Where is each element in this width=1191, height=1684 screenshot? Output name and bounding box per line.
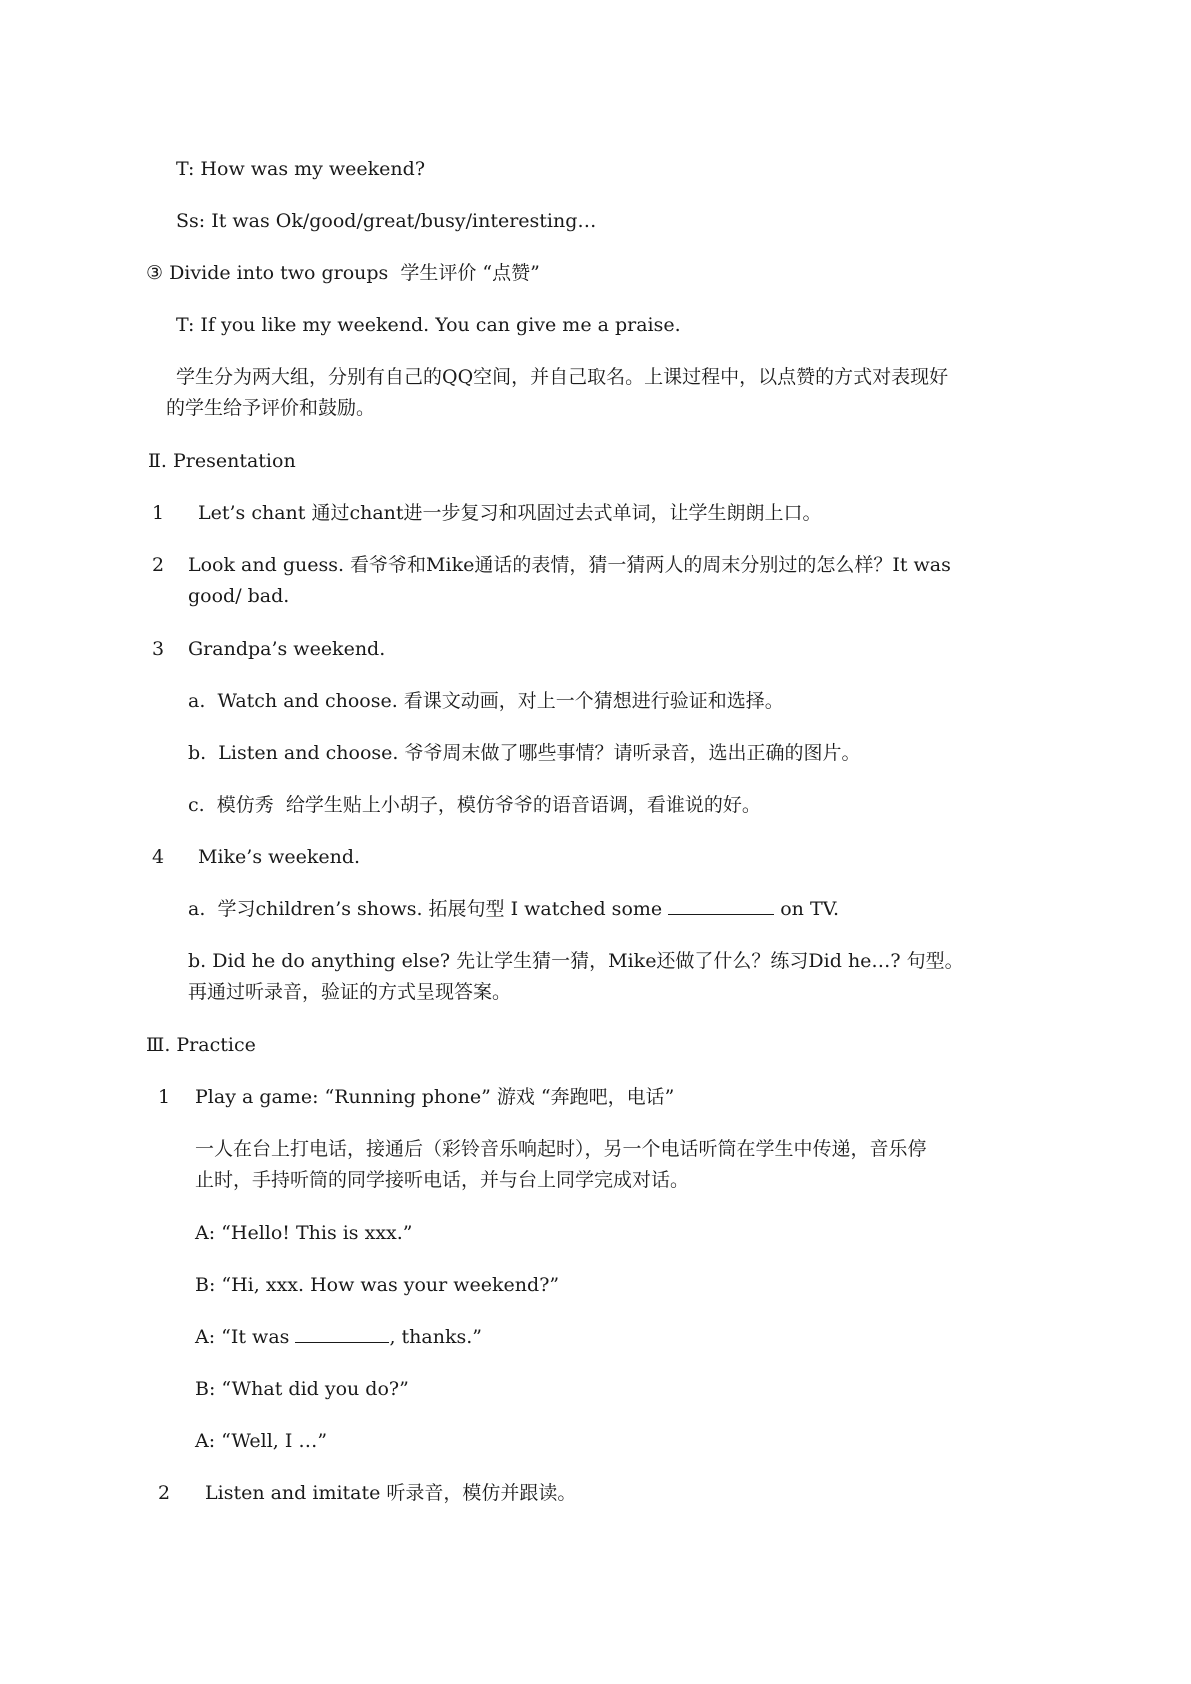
group-desc-line-1: 学生分为两大组，分别有自己的QQ空间，并自己取名。上课过程中，以点赞的方式对表现好 [176, 366, 949, 388]
presentation-item-2-line-1: Look and guess. 看爷爷和Mike通话的表情，猜一猜两人的周末分别过的怎么样？It was [188, 554, 951, 576]
fill-in-blank [295, 1324, 389, 1343]
practice-item-1-text: Play a game: “Running phone” 游戏 “奔跑吧，电话” [195, 1086, 675, 1108]
dialog-line-3-before: A: “It was [195, 1326, 296, 1348]
practice-item-2-number: 2 [158, 1482, 171, 1504]
game-desc-line-2: 止时，手持听筒的同学接听电话，并与台上同学完成对话。 [195, 1169, 690, 1191]
presentation-item-2-line-2: good/ bad. [188, 585, 290, 607]
group-desc-line-2: 的学生给予评价和鼓励。 [166, 397, 376, 419]
dialog-line-5: A: “Well, I …” [195, 1430, 328, 1452]
presentation-item-1-number: 1 [152, 502, 165, 524]
teacher-question-line: T: How was my weekend? [176, 158, 426, 180]
item-3-sub-b: b. Listen and choose. 爷爷周末做了哪些事情？请听录音，选出正确的图片。 [188, 742, 861, 764]
item-4-sub-a [188, 894, 839, 925]
dialog-line-3 [195, 1322, 482, 1353]
dialog-line-1: A: “Hello! This is xxx.” [195, 1222, 413, 1244]
fill-in-blank [668, 896, 774, 915]
section-heading-practice: Ⅲ. Practice [146, 1034, 256, 1056]
students-answer-line: Ss: It was Ok/good/great/busy/interesting… [176, 210, 597, 232]
presentation-item-3-number: 3 [152, 638, 165, 660]
item-4-sub-a-before: a. 学习children’s shows. 拓展句型 I watched some [188, 898, 669, 920]
teacher-praise-line: T: If you like my weekend. You can give me a praise. [176, 314, 681, 336]
presentation-item-3-text: Grandpa’s weekend. [188, 638, 386, 660]
practice-item-2-text: Listen and imitate 听录音，模仿并跟读。 [205, 1482, 577, 1504]
dialog-line-4: B: “What did you do?” [195, 1378, 409, 1400]
dialog-line-2: B: “Hi, xxx. How was your weekend?” [195, 1274, 560, 1296]
presentation-item-1-text: Let’s chant 通过chant进一步复习和巩固过去式单词，让学生朗朗上口。 [198, 502, 822, 524]
item-4-sub-a-after: on TV. [774, 898, 840, 920]
item-3-sub-c: c. 模仿秀 给学生贴上小胡子，模仿爷爷的语音语调，看谁说的好。 [188, 794, 761, 816]
item-4-sub-b-line-2: 再通过听录音，验证的方式呈现答案。 [188, 981, 512, 1003]
presentation-item-4-text: Mike’s weekend. [198, 846, 361, 868]
presentation-item-4-number: 4 [152, 846, 165, 868]
step-divide-groups: ③ Divide into two groups 学生评价 “点赞” [146, 262, 540, 284]
section-heading-presentation: Ⅱ. Presentation [148, 450, 296, 472]
practice-item-1-number: 1 [158, 1086, 171, 1108]
dialog-line-3-after: , thanks.” [389, 1326, 482, 1348]
presentation-item-2-number: 2 [152, 554, 165, 576]
game-desc-line-1: 一人在台上打电话，接通后（彩铃音乐响起时），另一个电话听筒在学生中传递，音乐停 [195, 1138, 927, 1160]
item-3-sub-a: a. Watch and choose. 看课文动画，对上一个猜想进行验证和选择。 [188, 690, 784, 712]
item-4-sub-b-line-1: b. Did he do anything else? 先让学生猜一猜，Mike还做了什么？练习Did he…? 句型。 [188, 950, 964, 972]
